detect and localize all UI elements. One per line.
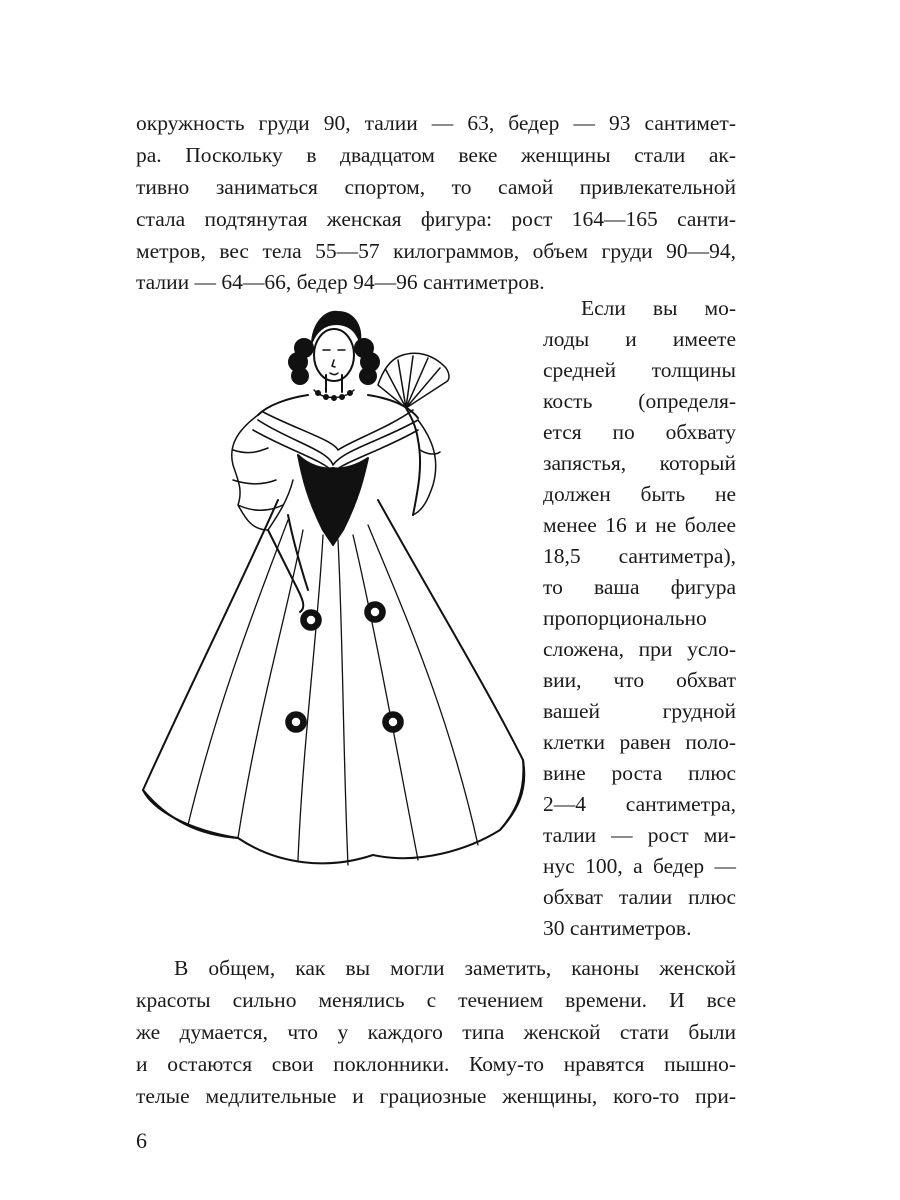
skirt-flowers [286,602,403,732]
text-line: окружность груди 90, талии — 63, бедер — 93 сантимет- [136,111,736,135]
text-line: сложена, при усло- [543,637,736,661]
eyes [323,350,345,367]
page-number: 6 [136,1128,147,1153]
text-line: 18,5 сантиметра), [543,544,736,568]
text-line: телые медлительные и грациозные женщины, кого-то при- [136,1084,736,1108]
mouth [330,373,338,375]
text-line: же думается, что у каждого типа женской стати были [136,1020,736,1044]
left-sleeve [232,415,293,530]
text-line: красоты сильно менялись с течением времени. И все [136,988,736,1012]
text-line: запястья, который [543,451,736,475]
text-line: стала подтянутая женская фигура: рост 164—165 санти- [136,207,736,231]
text-line: вашей грудной [543,699,736,723]
skirt-folds [188,520,478,865]
neck [326,375,342,392]
text-line: метров, вес тела 55—57 килограммов, объем груди 90—94, [136,239,736,263]
text-line: и остаются свои поклонники. Кому-то нравятся пышно- [136,1052,736,1076]
text-line: Если вы мо- [581,296,736,320]
skirt-outline [143,500,524,863]
text-line: ра. Поскольку в двадцатом веке женщины стали ак- [136,143,736,167]
text-line: нус 100, а бедер — [543,854,736,878]
text-line: 2—4 сантиметра, [543,792,736,816]
text-line: кость (определя- [543,389,736,413]
text-line: талии — рост ми- [543,823,736,847]
collar-drape [253,410,418,472]
woman-in-ball-gown-illustration [128,290,533,910]
text-line: должен быть не [543,482,736,506]
text-line: лоды и имеете [543,327,736,351]
bodice [298,455,368,545]
text-line: то ваша фигура [543,575,736,599]
face [314,329,354,381]
text-line: пропорционально [543,606,707,630]
text-line: клетки равен поло- [543,730,736,754]
right-arm [406,408,420,515]
text-line: обхват талии плюс [543,885,736,909]
text-line: средней толщины [543,358,736,382]
text-line: вине роста плюс [543,761,736,785]
text-line: менее 16 и не более [543,513,736,537]
text-line: 30 сантиметров. [543,916,692,940]
text-line: талии — 64—66, бедер 94—96 сантиметров. [136,270,545,294]
text-line: В общем, как вы могли заметить, каноны женской [174,956,736,980]
text-line: вии, что обхват [543,668,736,692]
text-line: тивно заниматься спортом, то самой привлекательной [136,175,736,199]
text-line: ется по обхвату [543,420,736,444]
